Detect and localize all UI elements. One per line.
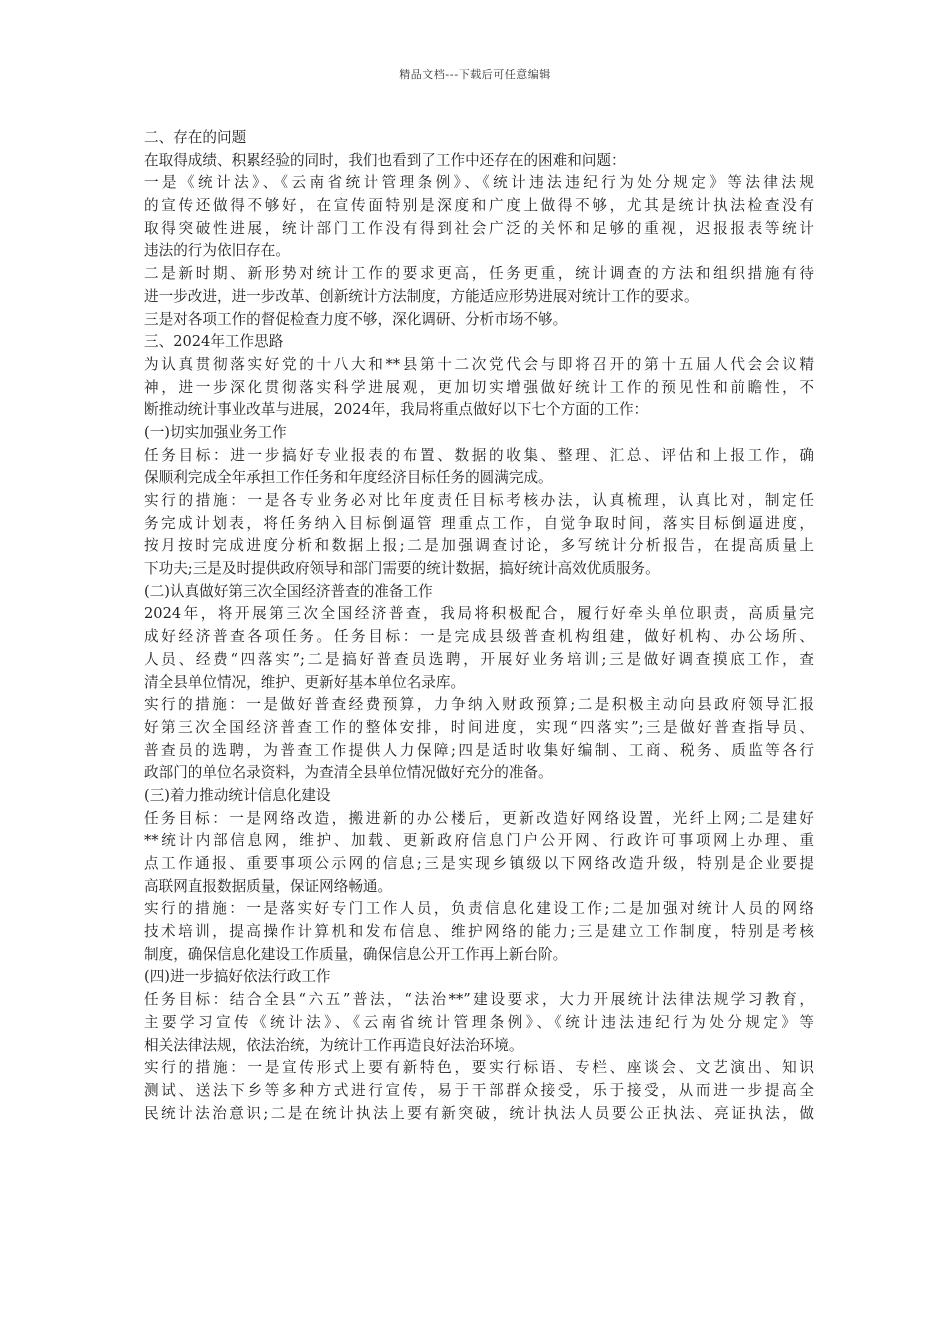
text-line: (一)切实加强业务工作 (144, 423, 287, 441)
text-line: 为认真贯彻落实好党的十八大和**县第十二次党代会与即将召开的第十五届人代会会议精 (144, 355, 814, 373)
text-line: 断推动统计事业改革与进展，2024年，我局将重点做好以下七个方面的工作： (144, 401, 649, 419)
text-line: 保顺利完成全年承担工作任务和年度经济目标任务的圆满完成。 (144, 469, 553, 487)
text-line: 任务目标：结合全县“六五”普法，“法治**”建设要求，大力开展统计法律法规学习教育， (144, 991, 814, 1009)
text-line: 实行的措施：一是落实好专门工作人员，负责信息化建设工作;二是加强对统计人员的网络 (144, 900, 814, 918)
text-line: 取得突破性进展，统计部门工作没有得到社会广泛的关怀和足够的重视，迟报报表等统计 (144, 219, 814, 237)
text-line: 普查员的选聘，为普查工作提供人力保障;四是适时收集好编制、工商、税务、质监等各行 (144, 741, 814, 759)
text-line: 进一步改进，进一步改革、创新统计方法制度，方能适应形势进展对统计工作的要求。 (144, 287, 699, 305)
text-line: 下功夫;三是及时提供政府领导和部门需要的统计数据，搞好统计高效优质服务。 (144, 560, 660, 578)
text-line: 实行的措施：一是各专业务必对比年度责任目标考核办法，认真梳理，认真比对，制定任 (144, 492, 814, 509)
text-line: 三是对各项工作的督促检查力度不够，深化调研、分析市场不够。 (144, 310, 568, 328)
text-line: 好第三次全国经济普查工作的整体安排，时间进度，实现“四落实”;三是做好普查指导员、 (144, 718, 814, 736)
text-line: 按月按时完成进度分析和数据上报;二是加强调查讨论，多写统计分析报告，在提高质量上 (144, 537, 814, 555)
text-line: 制度，确保信息化建设工作质量，确保信息公开工作再上新台阶。 (144, 945, 568, 963)
text-line: 政部门的单位名录资料，为查清全县单位情况做好充分的准备。 (144, 764, 553, 782)
text-line: 相关法律法规，依法治统，为统计工作再造良好法治环境。 (144, 1036, 524, 1054)
text-line: 点工作通报、重要事项公示网的信息;三是实现乡镇级以下网络改造升级，特别是企业要提 (144, 855, 814, 872)
text-line: 务完成计划表，将任务纳入目标倒逼管 理重点工作，自觉争取时间，落实目标倒逼进度， (144, 514, 814, 532)
text-line: (三)着力推动统计信息化建设 (144, 786, 331, 804)
text-line: 三、2024年工作思路 (144, 333, 284, 351)
text-line: 一是《统计法》、《云南省统计管理条例》、《统计违法违纪行为处分规定》等法律法规 (144, 174, 814, 192)
document-body (144, 127, 814, 1125)
text-line: 测试、送法下乡等多种方式进行宣传，易于干部群众接受，乐于接受，从而进一步提高全 (144, 1081, 814, 1099)
text-line: 违法的行为依旧存在。 (144, 242, 290, 260)
text-line: 2024年，将开展第三次全国经济普查，我局将积极配合，履行好牵头单位职责，高质量完 (144, 605, 814, 623)
text-line: 二、存在的问题 (144, 129, 247, 146)
text-line: 实行的措施：一是宣传形式上要有新特色，要实行标语、专栏、座谈会、文艺演出、知识 (144, 1059, 814, 1077)
text-line: 任务目标：进一步搞好专业报表的布置、数据的收集、整理、汇总、评估和上报工作，确 (144, 446, 814, 464)
text-line: **统计内部信息网，维护、加载、更新政府信息门户公开网、行政许可事项网上办理、重 (144, 832, 814, 850)
text-line: 主要学习宣传《统计法》、《云南省统计管理条例》、《统计违法违纪行为处分规定》等 (144, 1013, 814, 1031)
text-line: 二是新时期、新形势对统计工作的要求更高，任务更重，统计调查的方法和组织措施有待 (144, 265, 814, 283)
page-header: 精品文档---下载后可任意编辑 (399, 68, 551, 81)
text-line: 在取得成绩、积累经验的同时，我们也看到了工作中还存在的困难和问题： (144, 151, 626, 169)
text-line: 人员、经费“四落实”;二是搞好普查员选聘，开展好业务培训;三是做好调查摸底工作，查 (144, 650, 814, 668)
text-line: 任务目标：一是网络改造，搬进新的办公楼后，更新改造好网络设置，光纤上网;二是建好 (144, 809, 814, 827)
text-line: 实行的措施：一是做好普查经费预算，力争纳入财政预算;二是积极主动向县政府领导汇报 (144, 696, 814, 714)
text-line: (二)认真做好第三次全国经济普查的准备工作 (144, 582, 433, 600)
text-line: 清全县单位情况，维护、更新好基本单位名录库。 (144, 673, 466, 691)
text-line: (四)进一步搞好依法行政工作 (144, 968, 331, 986)
text-line: 成好经济普查各项任务。任务目标：一是完成县级普查机构组建，做好机构、办公场所、 (144, 628, 814, 646)
text-line: 技术培训，提高操作计算机和发布信息、维护网络的能力;三是建立工作制度，特别是考核 (144, 923, 814, 941)
text-line: 民统计法治意识;二是在统计执法上要有新突破，统计执法人员要公正执法、亮证执法，做 (144, 1104, 814, 1122)
text-line: 的宣传还做得不够好，在宣传面特别是深度和广度上做得不够，尤其是统计执法检查没有 (144, 197, 814, 215)
text-line: 神，进一步深化贯彻落实科学进展观，更加切实增强做好统计工作的预见性和前瞻性，不 (144, 378, 814, 396)
text-line: 高联网直报数据质量，保证网络畅通。 (144, 877, 393, 895)
